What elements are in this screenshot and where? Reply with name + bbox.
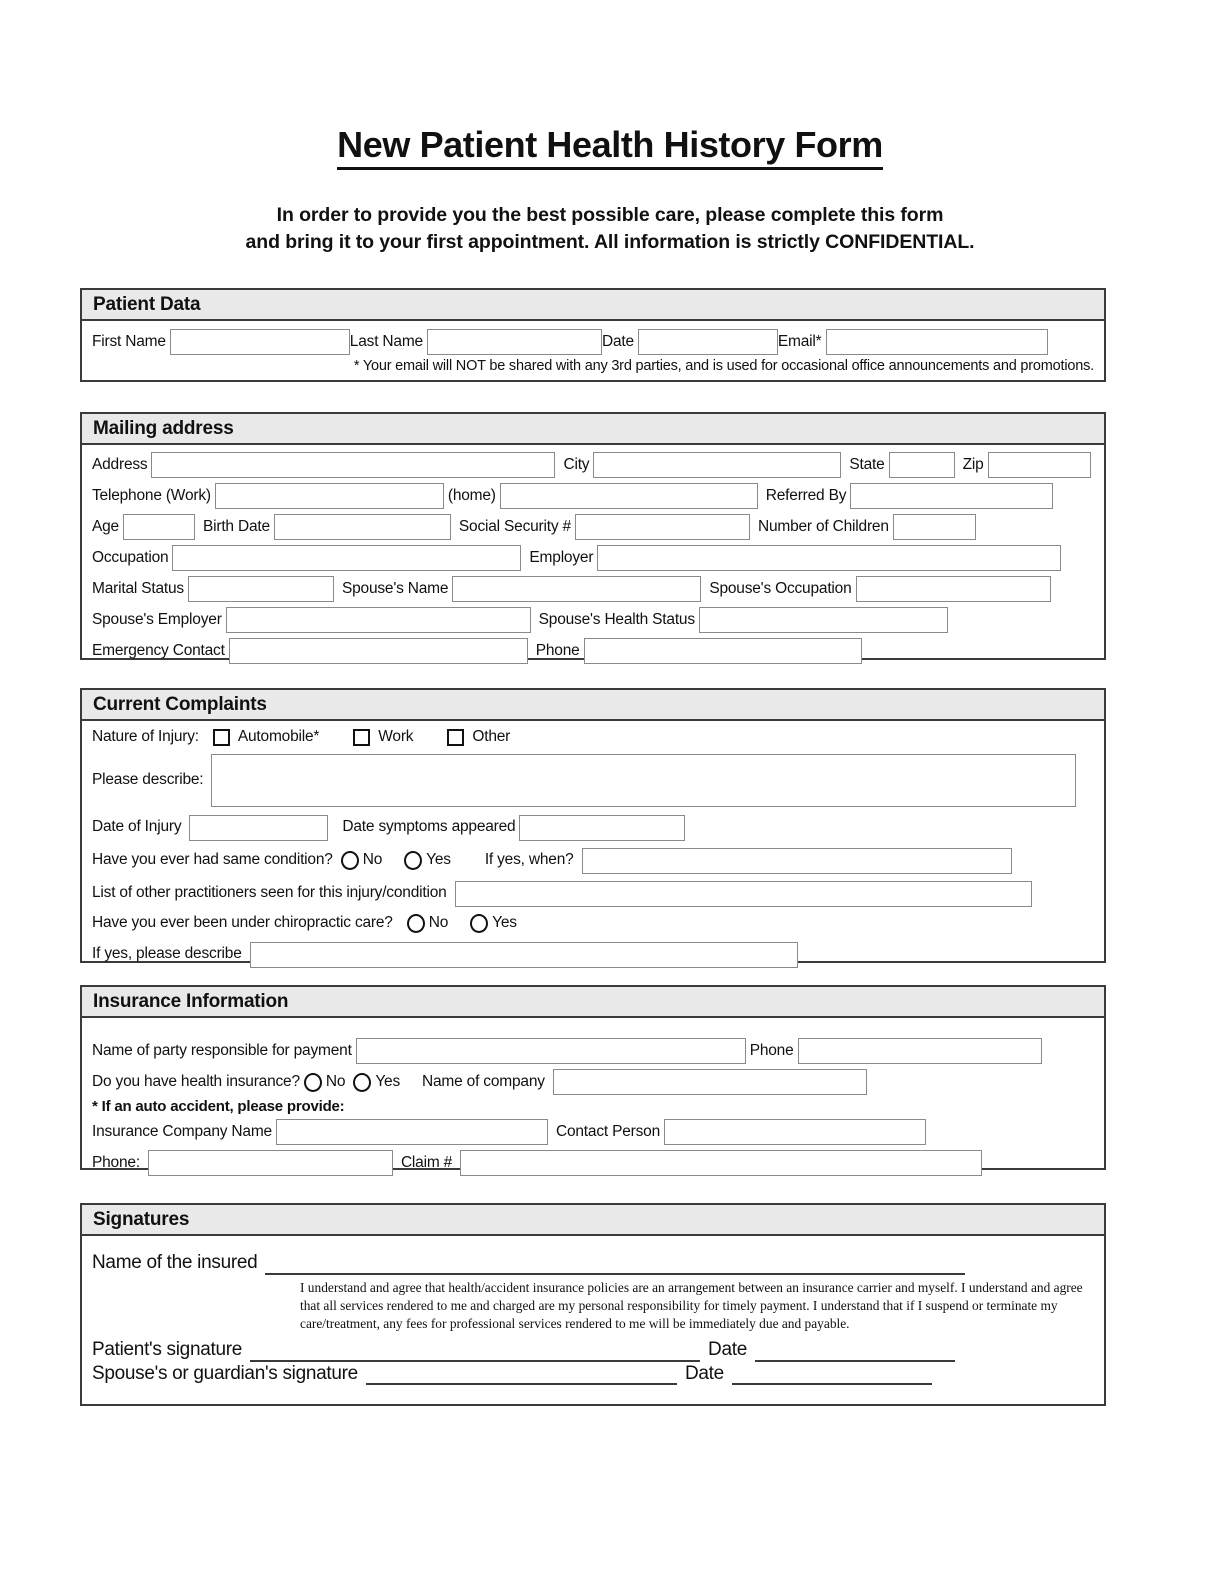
- label-telephone-home: (home): [447, 486, 496, 504]
- input-zip[interactable]: [988, 452, 1091, 478]
- section-title-current-complaints: Current Complaints: [93, 693, 267, 715]
- section-mailing-address: [80, 412, 1106, 660]
- input-birth-date[interactable]: [274, 514, 451, 540]
- label-claim-number: Claim #: [400, 1153, 453, 1171]
- radio-have-insurance-no[interactable]: [304, 1073, 322, 1092]
- input-first-name[interactable]: [170, 329, 350, 355]
- label-telephone-work: Telephone (Work): [92, 486, 211, 504]
- input-email[interactable]: [826, 329, 1048, 355]
- label-patient-signature: Patient's signature: [92, 1338, 243, 1360]
- label-please-describe: Please describe:: [92, 770, 204, 788]
- input-patient-signature[interactable]: [250, 1343, 700, 1362]
- radio-have-insurance-yes[interactable]: [353, 1073, 371, 1092]
- label-state: State: [849, 455, 885, 473]
- note-auto-accident: * If an auto accident, please provide:: [92, 1098, 345, 1115]
- label-employer: Employer: [529, 548, 594, 566]
- section-current-complaints: [80, 688, 1106, 963]
- input-name-of-insured[interactable]: [265, 1256, 965, 1275]
- input-spouse-date[interactable]: [732, 1366, 932, 1385]
- section-title-insurance: Insurance Information: [93, 990, 289, 1012]
- input-date-symptoms-appeared[interactable]: [519, 815, 685, 841]
- label-spouse-name: Spouse's Name: [341, 579, 449, 597]
- label-option-automobile: Automobile*: [237, 728, 320, 745]
- label-contact-person: Contact Person: [555, 1122, 661, 1140]
- section-header-current-complaints: [82, 690, 1104, 721]
- subtitle-line-1: In order to provide you the best possible care, please complete this form: [276, 204, 944, 227]
- label-first-name: First Name: [92, 332, 166, 350]
- input-please-describe[interactable]: [211, 754, 1076, 807]
- label-date: Date: [601, 332, 634, 350]
- label-auto-phone: Phone:: [92, 1153, 140, 1171]
- input-marital-status[interactable]: [188, 576, 334, 602]
- label-spouse-health-status: Spouse's Health Status: [538, 610, 695, 628]
- input-city[interactable]: [593, 452, 841, 478]
- label-address: Address: [92, 455, 148, 473]
- section-header-patient-data: [82, 290, 1104, 321]
- label-age: Age: [92, 517, 119, 535]
- label-city: City: [563, 455, 590, 473]
- input-date-of-injury[interactable]: [189, 815, 328, 841]
- subtitle-line-2: and bring it to your first appointment. All information is strictly CONFIDENTIAL.: [245, 231, 975, 254]
- label-referred-by: Referred By: [765, 486, 847, 504]
- section-header-mailing-address: [82, 414, 1104, 445]
- section-body-insurance: [82, 1018, 1104, 1184]
- input-occupation[interactable]: [172, 545, 521, 571]
- label-birth-date: Birth Date: [202, 517, 270, 535]
- input-if-yes-please-describe[interactable]: [250, 942, 798, 968]
- label-spouse-employer: Spouse's Employer: [92, 610, 222, 628]
- label-option-work: Work: [378, 728, 414, 745]
- input-employer[interactable]: [597, 545, 1061, 571]
- section-title-signatures: Signatures: [93, 1208, 190, 1230]
- section-body-current-complaints: [82, 721, 1104, 976]
- label-marital-status: Marital Status: [92, 579, 184, 597]
- section-header-signatures: [82, 1205, 1104, 1236]
- label-spouse-occupation: Spouse's Occupation: [709, 579, 852, 597]
- checkbox-automobile[interactable]: [213, 729, 230, 746]
- title-block: [0, 0, 1220, 170]
- label-responsible-phone: Phone: [749, 1041, 794, 1059]
- input-spouse-health-status[interactable]: [699, 607, 948, 633]
- section-body-signatures: [82, 1236, 1104, 1385]
- input-emergency-phone[interactable]: [584, 638, 862, 664]
- input-number-of-children[interactable]: [893, 514, 976, 540]
- input-emergency-contact[interactable]: [229, 638, 528, 664]
- label-emergency-phone: Phone: [535, 641, 580, 659]
- checkbox-work[interactable]: [353, 729, 370, 746]
- radio-same-condition-no[interactable]: [341, 851, 359, 870]
- label-occupation: Occupation: [92, 548, 169, 566]
- label-same-condition: Have you ever ha​d same condition?: [92, 851, 333, 869]
- label-spouse-date: Date: [684, 1362, 724, 1384]
- label-other-practitioners: List of other practitioners seen for this injury/condition: [92, 884, 447, 902]
- label-have-insurance-no: No: [325, 1072, 346, 1090]
- label-nature-of-injury: Nature of Injury:: [92, 728, 199, 745]
- label-responsible-party: Name of party responsible for payment: [92, 1041, 352, 1059]
- label-insurance-company-name: Insurance Company Name: [92, 1122, 272, 1140]
- legal-agreement-text: I understand and agree that health/accident insurance policies are an arrangement between an insurance carrier and myself. I understand and agree that all services rendered to me and charged are my personal responsibility for timely payment. I understand that if I suspend or terminate my care/treatment, any fees for professional services rendered to me will be immediately due and payable.: [300, 1279, 1083, 1331]
- label-social-security: Social Security #: [458, 517, 571, 535]
- section-body-mailing-address: [82, 445, 1104, 672]
- email-privacy-note: * Your email will NOT be shared with any 3rd parties, and is used for occasional office announcements and promotions.: [353, 358, 1094, 374]
- section-title-patient-data: Patient Data: [93, 293, 201, 315]
- label-zip: Zip: [962, 455, 984, 473]
- section-signatures: [80, 1203, 1106, 1406]
- radio-chiropractic-no[interactable]: [407, 914, 425, 933]
- input-responsible-party[interactable]: [356, 1038, 746, 1064]
- input-other-practitioners[interactable]: [455, 881, 1032, 907]
- label-have-insurance-yes: Yes: [375, 1072, 401, 1090]
- label-emergency-contact: Emergency Contact: [92, 641, 225, 659]
- form-subtitle: [0, 202, 1220, 256]
- input-spouse-employer[interactable]: [226, 607, 531, 633]
- input-social-security[interactable]: [575, 514, 750, 540]
- label-spouse-signature: Spouse's or guardian's signature: [92, 1362, 358, 1384]
- section-body-patient-data: [82, 321, 1104, 383]
- label-have-health-insurance: Do you have health insurance?: [92, 1072, 300, 1090]
- input-spouse-name[interactable]: [452, 576, 701, 602]
- input-telephone-home[interactable]: [500, 483, 758, 509]
- input-date[interactable]: [638, 329, 778, 355]
- radio-chiropractic-yes[interactable]: [470, 914, 488, 933]
- label-if-yes-when: If yes, when?: [484, 851, 574, 869]
- input-last-name[interactable]: [427, 329, 602, 355]
- radio-same-condition-yes[interactable]: [404, 851, 422, 870]
- input-telephone-work[interactable]: [215, 483, 444, 509]
- input-address[interactable]: [151, 452, 555, 478]
- input-contact-person[interactable]: [664, 1119, 926, 1145]
- label-date-of-injury: Date of Injury: [92, 818, 182, 836]
- label-name-of-company: Name of company: [422, 1072, 545, 1090]
- input-responsible-phone[interactable]: [798, 1038, 1042, 1064]
- section-insurance-information: [80, 985, 1106, 1170]
- label-chiropractic-yes: Yes: [492, 913, 517, 931]
- input-if-yes-when[interactable]: [582, 848, 1012, 874]
- section-title-mailing-address: Mailing address: [93, 417, 234, 439]
- input-patient-date[interactable]: [755, 1343, 955, 1362]
- label-patient-date: Date: [708, 1338, 747, 1360]
- label-if-yes-please-describe: If yes, please describe: [92, 945, 242, 963]
- label-date-symptoms-appeared: Date symptoms appeared: [342, 818, 516, 836]
- label-option-other: Other: [472, 728, 511, 745]
- input-name-of-company[interactable]: [553, 1069, 867, 1095]
- input-claim-number[interactable]: [460, 1150, 982, 1176]
- checkbox-other[interactable]: [447, 729, 464, 746]
- input-age[interactable]: [123, 514, 195, 540]
- input-insurance-company-name[interactable]: [276, 1119, 548, 1145]
- label-same-condition-no: No: [362, 851, 383, 869]
- label-name-of-insured: Name of the insured: [92, 1252, 258, 1273]
- section-patient-data: [80, 288, 1106, 382]
- section-header-insurance: [82, 987, 1104, 1018]
- label-last-name: Last Name: [349, 332, 423, 350]
- page-title: New Patient Health History Form: [337, 125, 883, 170]
- label-chiropractic-care: Have you ever been under chiropractic care?: [92, 913, 393, 931]
- input-state[interactable]: [889, 452, 955, 478]
- label-number-of-children: Number of Children: [757, 517, 889, 535]
- input-referred-by[interactable]: [850, 483, 1053, 509]
- label-same-condition-yes: Yes: [426, 851, 451, 869]
- label-email: Email*: [777, 332, 822, 350]
- label-chiropractic-no: No: [428, 913, 449, 931]
- input-spouse-signature[interactable]: [366, 1366, 677, 1385]
- input-spouse-occupation[interactable]: [856, 576, 1051, 602]
- input-auto-phone[interactable]: [148, 1150, 393, 1176]
